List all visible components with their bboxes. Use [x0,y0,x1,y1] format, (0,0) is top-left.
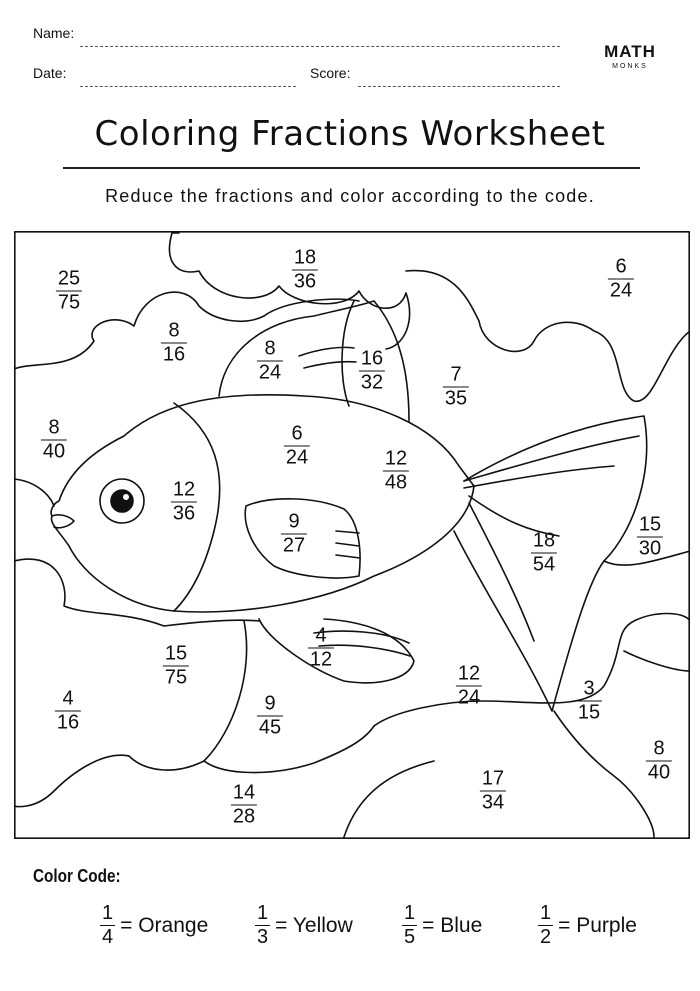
fraction-label [480,769,506,814]
fraction-numerator: 6 [615,255,627,278]
code-fraction [402,903,417,948]
fraction-label [284,424,310,469]
fraction-denominator: 2 [540,926,552,948]
color-code-orange [100,903,208,948]
fraction-label [576,679,602,724]
title-underline [63,167,640,169]
fraction-numerator: 8 [264,337,276,360]
fish-coloring-picture [14,231,690,839]
fraction-denominator: 36 [172,502,196,525]
fraction-label [55,689,81,734]
logo-tagline: MONKS [612,63,648,70]
fraction-label [257,694,283,739]
fraction-label [646,739,672,784]
fraction-denominator: 40 [42,440,66,463]
fraction-numerator: 4 [62,687,74,710]
fraction-label [41,418,67,463]
fraction-numerator: 1 [540,902,552,924]
fraction-denominator: 3 [257,926,269,948]
fraction-label [383,449,409,494]
fraction-numerator: 3 [583,677,595,700]
fraction-numerator: 14 [232,781,256,804]
date-label: Date: [33,65,67,81]
color-code-blue [402,903,482,948]
date-field[interactable] [80,86,296,87]
fraction-denominator: 5 [404,926,416,948]
fraction-label [443,365,469,410]
fraction-numerator: 17 [481,767,505,790]
fraction-denominator: 27 [282,534,306,557]
fraction-numerator: 16 [360,347,384,370]
fraction-denominator: 34 [481,791,505,814]
fraction-denominator: 48 [384,471,408,494]
fraction-denominator: 45 [258,716,282,739]
score-field[interactable] [358,86,560,87]
math-monks-logo [600,42,660,70]
fraction-label [456,664,482,709]
fraction-label [359,349,385,394]
color-code-label: = Blue [422,913,483,937]
fraction-label [163,644,189,689]
fraction-numerator: 18 [532,529,556,552]
fraction-numerator: 8 [48,416,60,439]
fraction-denominator: 24 [258,361,282,384]
fraction-denominator: 32 [360,371,384,394]
fraction-label [292,248,318,293]
fraction-label [281,512,307,557]
fraction-numerator: 4 [315,624,327,647]
fraction-denominator: 16 [56,711,80,734]
fish-line-art [14,231,690,839]
color-code-purple [538,903,637,948]
fraction-label [308,626,334,671]
fraction-label [161,321,187,366]
fraction-numerator: 9 [288,510,300,533]
fraction-numerator: 7 [450,363,462,386]
fraction-denominator: 75 [164,666,188,689]
worksheet-title: Coloring Fractions Worksheet [94,114,606,154]
fraction-denominator: 40 [647,761,671,784]
fraction-label [608,257,634,302]
fraction-denominator: 16 [162,343,186,366]
fraction-numerator: 12 [172,478,196,501]
fraction-numerator: 15 [164,642,188,665]
name-label: Name: [33,25,75,41]
fraction-denominator: 36 [293,270,317,293]
name-field[interactable] [80,46,560,47]
worksheet-instructions: Reduce the fractions and color according to the code. [105,186,595,206]
fraction-numerator: 1 [102,902,114,924]
fraction-numerator: 12 [384,447,408,470]
fraction-numerator: 15 [638,513,662,536]
fraction-numerator: 6 [291,422,303,445]
fraction-denominator: 35 [444,387,468,410]
code-fraction [255,903,270,948]
fraction-numerator: 8 [653,737,665,760]
fraction-numerator: 1 [257,902,269,924]
fraction-denominator: 28 [232,805,256,828]
fraction-denominator: 4 [102,926,114,948]
fraction-label [637,515,663,560]
fraction-denominator: 54 [532,553,556,576]
fraction-numerator: 8 [168,319,180,342]
fraction-denominator: 12 [309,648,333,671]
score-label: Score: [310,65,351,81]
fraction-label [257,339,283,384]
color-code-label: = Yellow [275,913,353,937]
fraction-label [171,480,197,525]
fraction-denominator: 15 [577,701,601,724]
fraction-numerator: 9 [264,692,276,715]
fraction-numerator: 25 [57,267,81,290]
fraction-label [56,269,82,314]
color-code-label: = Orange [120,913,209,937]
fraction-label [231,783,257,828]
fraction-numerator: 1 [404,902,416,924]
code-fraction [100,903,115,948]
fraction-numerator: 12 [457,662,481,685]
color-code-heading: Color Code: [33,866,121,886]
fraction-label [531,531,557,576]
logo-wordmark: MATH [604,42,656,61]
fraction-denominator: 24 [285,446,309,469]
fraction-denominator: 24 [609,279,633,302]
color-code-label: = Purple [558,913,637,937]
color-code-yellow [255,903,353,948]
fraction-denominator: 30 [638,537,662,560]
fraction-numerator: 18 [293,246,317,269]
code-fraction [538,903,553,948]
fraction-denominator: 75 [57,291,81,314]
fraction-denominator: 24 [457,686,481,709]
